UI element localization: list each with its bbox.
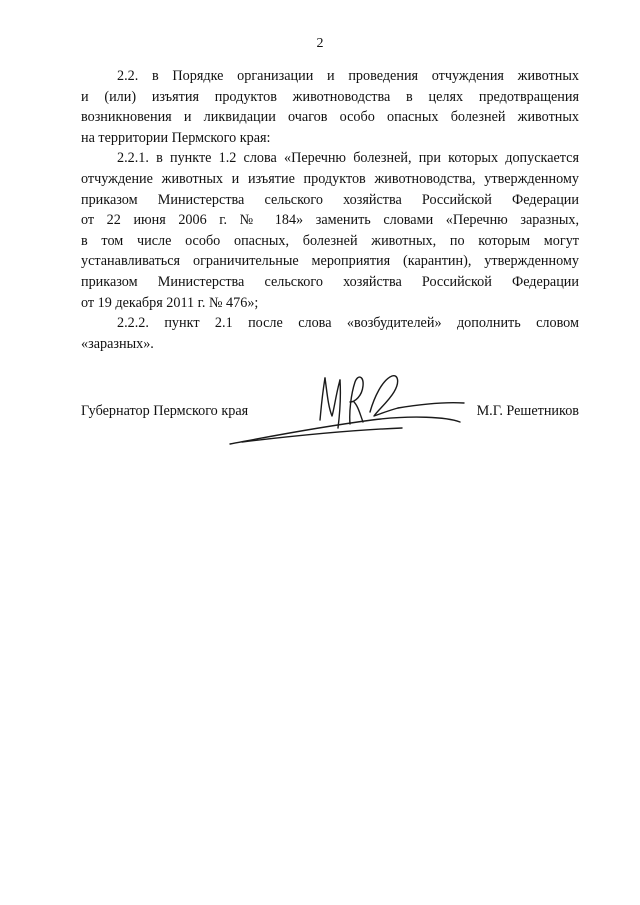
paragraph-line: отчуждение животных и изъятие продуктов животноводства, утвержденному xyxy=(81,170,579,187)
paragraph-2-2 xyxy=(81,66,579,148)
paragraph-line: 2.2. в Порядке организации и проведения отчуждения животных xyxy=(117,68,579,84)
paragraph-2-2-2 xyxy=(81,313,579,354)
paragraph-line: и (или) изъятия продуктов животноводства в целях предотвращения xyxy=(81,88,579,105)
paragraph-line: приказом Министерства сельского хозяйства Российской Федерации xyxy=(81,191,579,208)
signature-block xyxy=(81,395,579,425)
paragraph-line: возникновения и ликвидации очагов особо опасных болезней животных xyxy=(81,109,579,126)
signer-position: Губернатор Пермского края xyxy=(81,403,249,419)
paragraph-line: приказом Министерства сельского хозяйства Российской Федерации xyxy=(81,273,579,290)
paragraph-2-2-1 xyxy=(81,148,579,313)
paragraph-line: на территории Пермского края: xyxy=(81,129,271,146)
document-body xyxy=(81,66,579,354)
paragraph-line: от 22 июня 2006 г. № 184» заменить словами «Перечню заразных, xyxy=(81,212,579,229)
paragraph-line: от 19 декабря 2011 г. № 476»; xyxy=(81,294,259,311)
page-number: 2 xyxy=(316,36,324,51)
paragraph-line: 2.2.1. в пункте 1.2 слова «Перечню болезней, при которых допускается xyxy=(117,150,579,167)
paragraph-line: в том числе особо опасных, болезней животных, по которым могут xyxy=(81,232,579,249)
signer-name: М.Г. Решетников xyxy=(476,403,579,419)
paragraph-line: устанавливаться ограничительные мероприятия (карантин), утвержденному xyxy=(81,253,579,270)
paragraph-line: «заразных». xyxy=(81,335,154,352)
paragraph-line: 2.2.2. пункт 2.1 после слова «возбудителей» дополнить словом xyxy=(117,315,579,332)
